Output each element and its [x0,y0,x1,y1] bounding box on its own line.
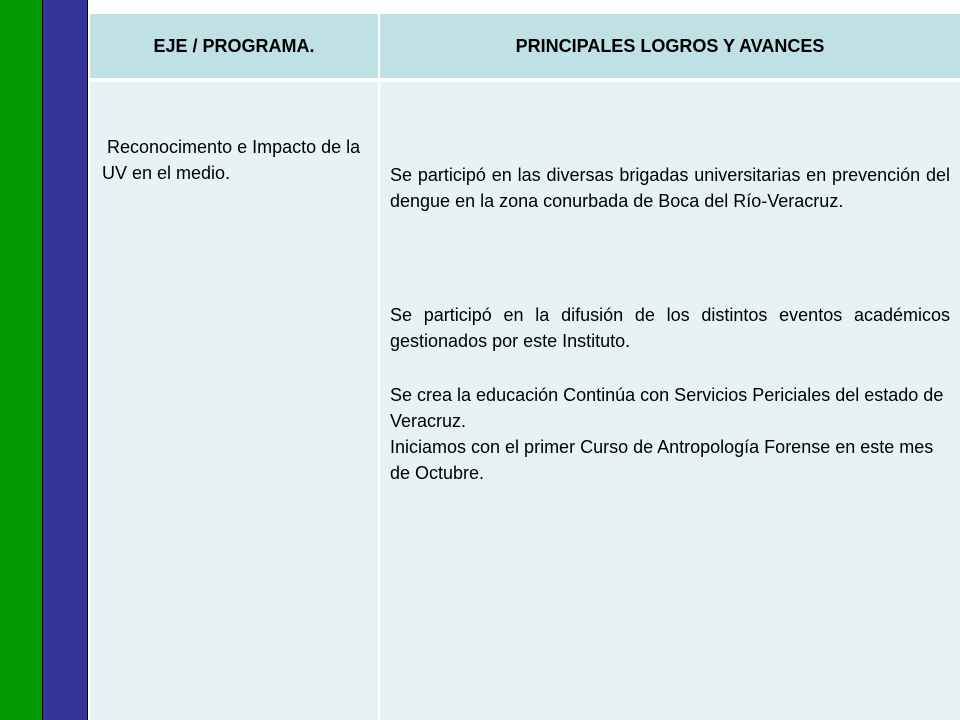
blue-side-bar [42,0,88,720]
program-cell: Reconocimento e Impacto de la UV en el medio. [102,137,366,183]
achievement-curso-antropologia: Iniciamos con el primer Curso de Antropología Forense en este mes de Octubre. [390,437,934,483]
header-logros-avances: PRINCIPALES LOGROS Y AVANCES [515,35,825,56]
green-side-bar [0,0,42,720]
achievement-difusion: Se participó en la difusión de los distintos eventos académicos gestionados por este Instituto. [390,305,950,351]
table-header-row [90,14,960,78]
achievement-educacion-continua: Se crea la educación Continúa con Servicios Periciales del estado de Veracruz. [390,385,944,431]
achievement-dengue: Se participó en las diversas brigadas universitarias en prevención del dengue en la zona conurbada de Boca del Río-Veracruz. [390,165,950,211]
column-divider [378,14,380,720]
table-row [90,82,960,720]
achievements-table [90,14,960,720]
header-eje-programa: EJE / PROGRAMA. [153,35,315,56]
